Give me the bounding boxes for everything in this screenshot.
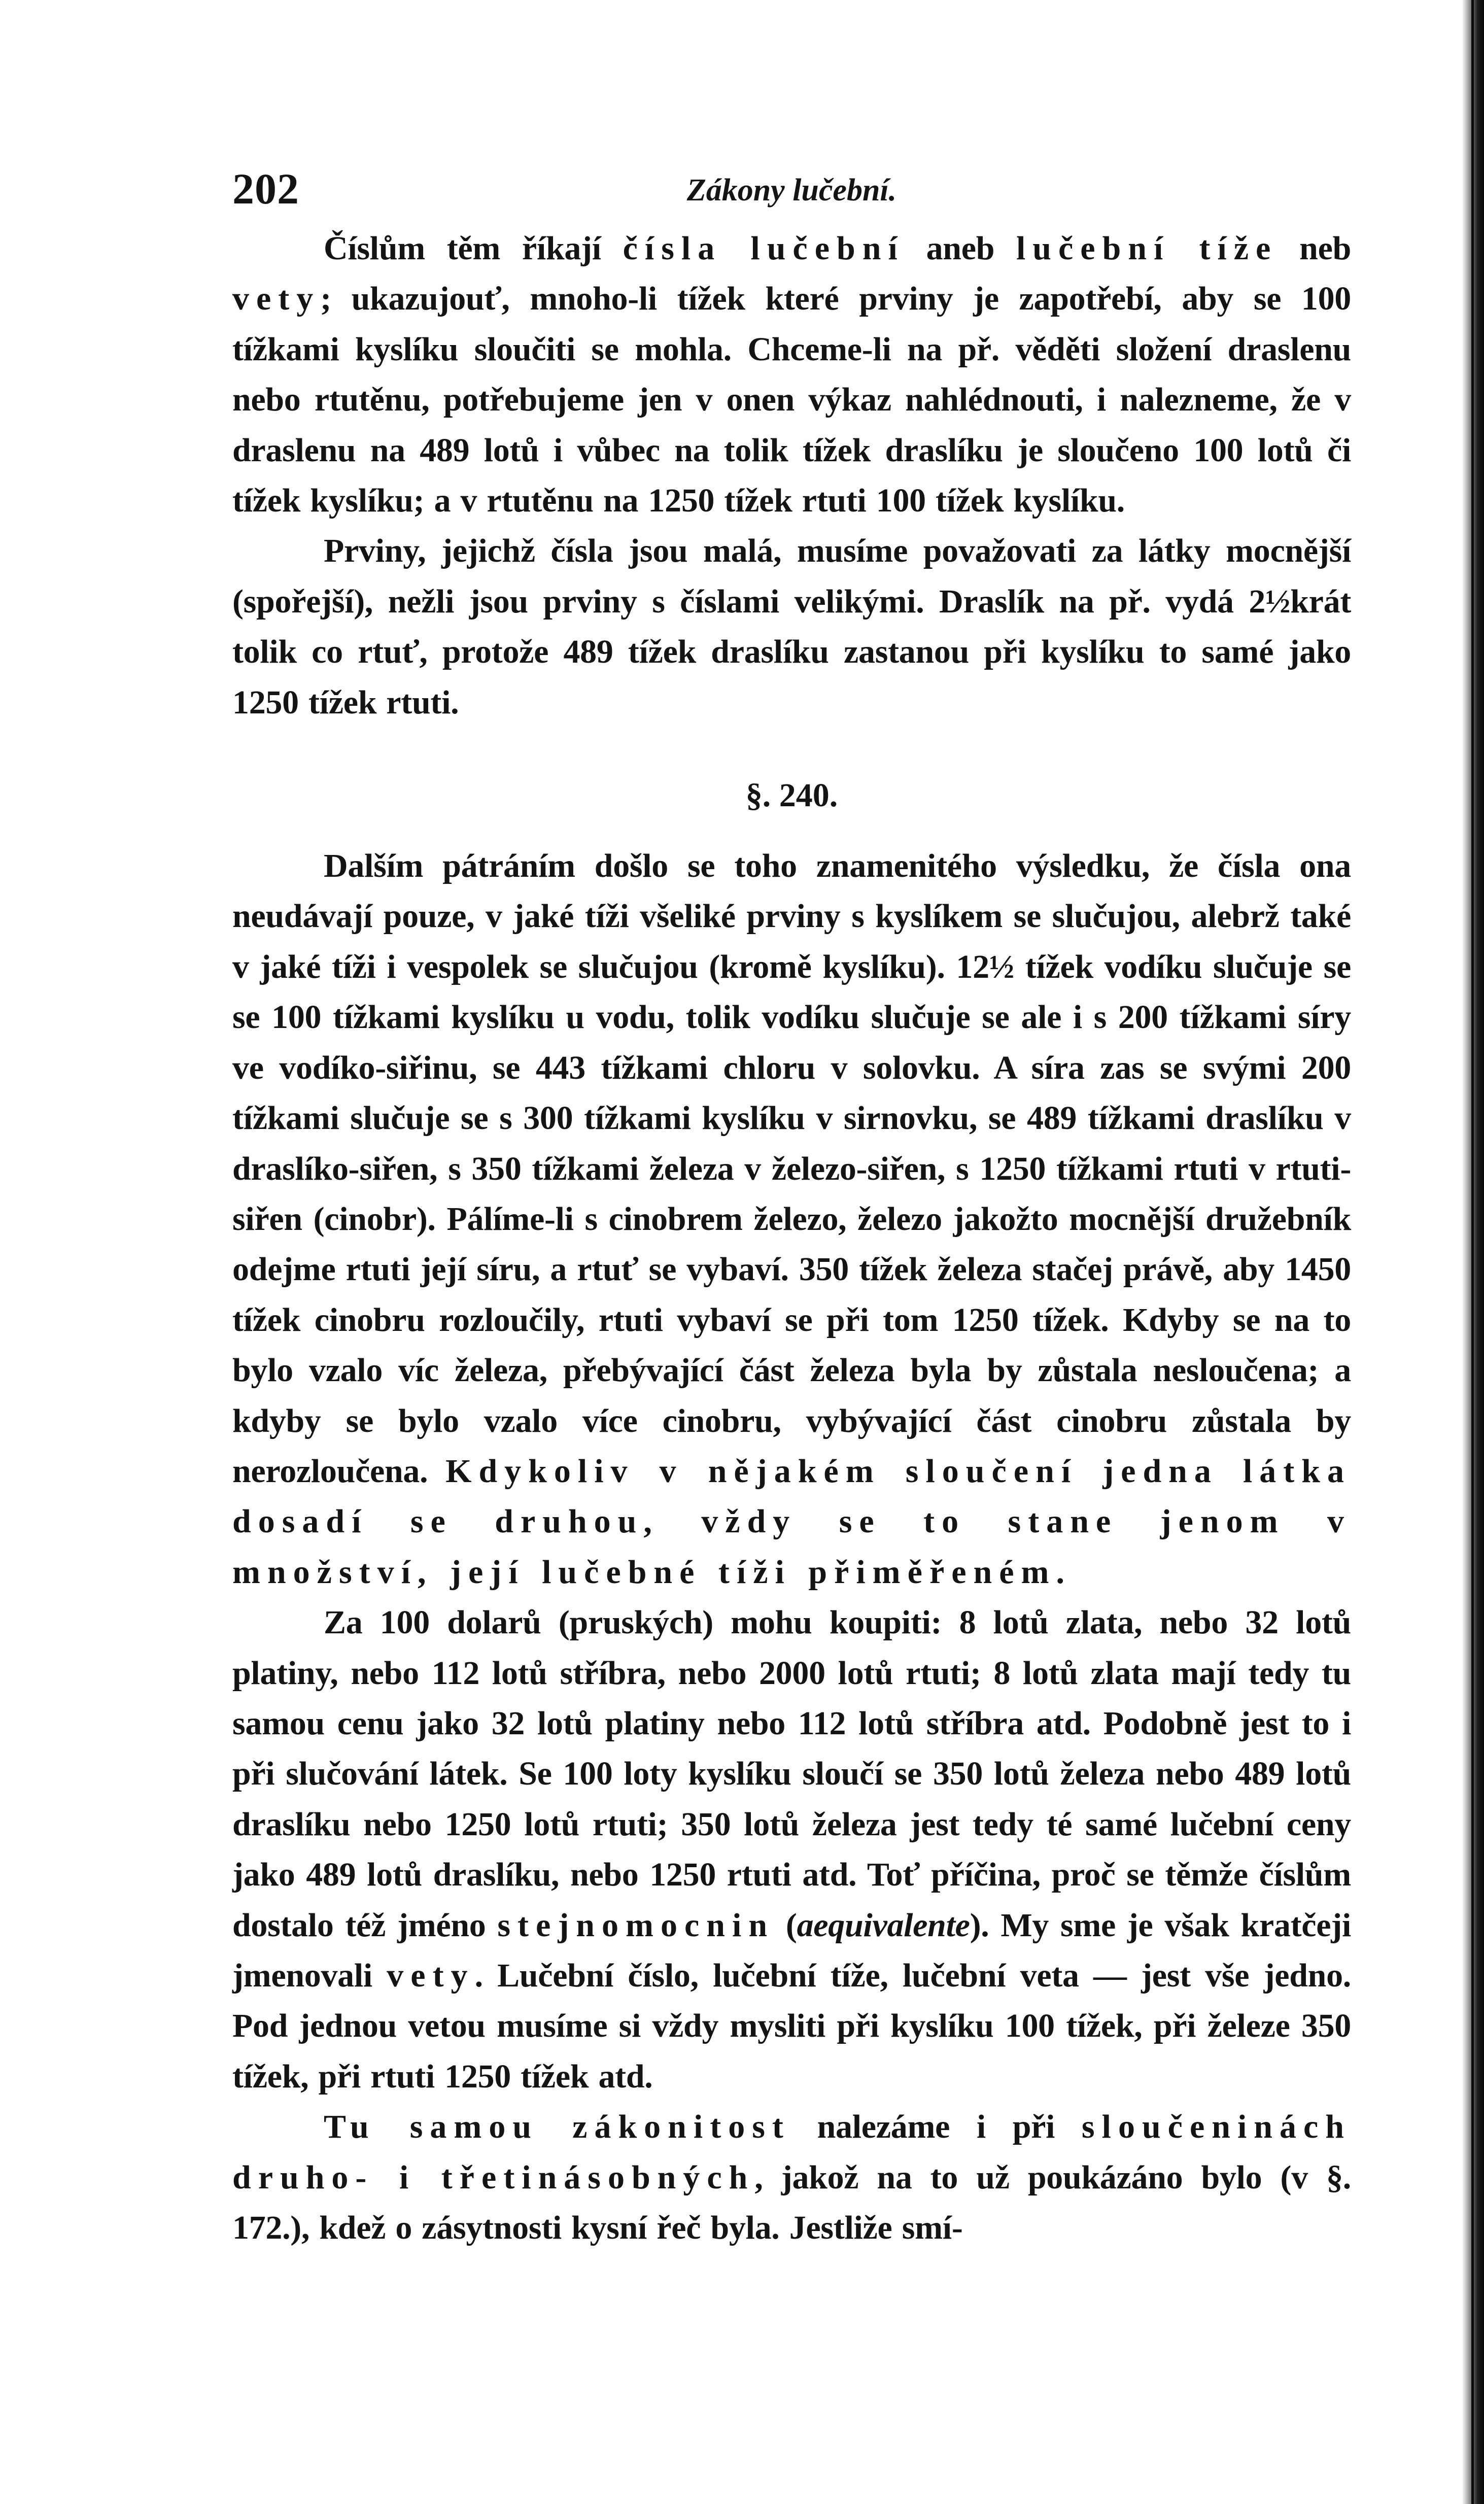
term-aequivalente: aequivalente	[797, 1906, 970, 1944]
term-lucebni-tize: lučební tíže	[1016, 230, 1278, 267]
p1-text-a: Číslům těm říkají	[324, 230, 623, 267]
p4-text-a: Za 100 dolarů (pruských) mohu koupiti: 8 lotů zlata, nebo 32 lotů platiny, nebo 112 lotů stříbra, nebo 2000 lotů rtuti; 8 lotů zlata mají tedy tu samou cenu jako 32 lotů platiny nebo 112 lotů stříbra atd. Podobně jest to i při slučování látek. Se 100 loty kyslíku sloučí se 350 lotů železa nebo 489 lotů draslíku nebo 1250 lotů rtuti; 350 lotů železa jest tedy té samé lučební ceny jako 489 lotů draslíku, nebo 1250 rtuti atd. Toť příčina, proč se těmže číslům dostalo též jméno	[232, 1604, 1351, 1944]
p4-text-d: . Lučební číslo, lučební tíže, lučební veta — jest vše jedno. Pod jednou vetou musíme si vždy mysliti při kyslíku 100 tížek, při železe 350 tížek, při rtuti 1250 tížek atd.	[232, 1957, 1351, 2095]
term-stejnomocnin: stejnomocnin	[497, 1906, 775, 1944]
p5-text-a: nalezáme i při	[790, 2108, 1082, 2146]
book-page	[232, 152, 1351, 2253]
p3-emphasis-law: Kdykoliv v nějakém sloučení jedna látka dosadí se druhou, vždy se to stane jenom v množství, její lučebné tíži přiměřeném.	[232, 1452, 1351, 1591]
paragraph-2: Prviny, jejichž čísla jsou malá, musíme považovati za látky mocnější (spořejší), nežli jsou prviny s číslami velikými. Draslík na př. vydá 2½krát tolik co rtuť, protože 489 tížek draslíku zastanou při kyslíku to samé jako 1250 tížek rtuti.	[232, 532, 1351, 721]
paragraph-4	[232, 1597, 1351, 2102]
p1-text-c: neb	[1278, 230, 1351, 267]
paragraph-3	[232, 841, 1351, 1597]
term-slouceninach: sloučeninách	[1081, 2108, 1351, 2146]
p5-text-b: , jakož na to už poukázáno bylo (v §. 172.), kdež o zásytnosti kysní řeč byla. Jestliže smí-	[232, 2158, 1351, 2247]
term-cisla-lucebni: čísla lučební	[623, 230, 905, 267]
running-title: Zákony lučební.	[686, 173, 897, 208]
term-vety: vety	[232, 280, 321, 318]
paragraph-1	[232, 223, 1351, 526]
p1-text-b: aneb	[904, 230, 1016, 267]
section-heading: §. 240.	[745, 777, 838, 814]
paragraph-5	[232, 2102, 1351, 2253]
p3-text-a: Dalším pátráním došlo se toho znamenitého výsledku, že čísla ona neudávají pouze, v jaké tíži všeliké prviny s kyslíkem se slučujou, alebrž také v jaké tíži i vespolek se slučujou (kromě kyslíku). 12½ tížek vodíku slučuje se se 100 tížkami kyslíku u vodu, tolik vodíku slučuje se ale i s 200 tížkami síry ve vodíko-siřinu, se 443 tížkami chloru v solovku. A síra zas se svými 200 tížkami slučuje se s 300 tížkami kyslíku v sirnovku, se 489 tížkami draslíku v draslíko-siřen, s 350 tížkami železa v železo-siřen, s 1250 tížkami rtuti v rtuti-siřen (cinobr). Pálíme-li s cinobrem železo, železo jakožto mocnější družebník odejme rtuti její síru, a rtuť se vybaví. 350 tížek železa stačej právě, aby 1450 tížek cinobru rozloučily, rtuti vybaví se při tom 1250 tížek. Kdyby se na to bylo vzalo víc železa, přebývající část železa byla by zůstala nesloučena; a kdyby se bylo vzalo více cinobru, vybývající část cinobru zůstala by nerozloučena.	[232, 847, 1351, 1490]
term-vety-2: vety	[387, 1957, 475, 1994]
p4-text-b: (	[774, 1906, 797, 1944]
body-text	[232, 223, 1351, 2253]
page-number: 202	[232, 164, 299, 213]
running-head	[232, 152, 1351, 223]
term-zakonitost: Tu samou zákonitost	[324, 2108, 790, 2146]
book-spine-edge	[1471, 0, 1474, 2504]
term-druho-tretinasobnych: druho- i třetinásobných	[232, 2158, 755, 2196]
p1-text-d: ; ukazujouť, mnoho-li tížek které prviny je zapotřebí, aby se 100 tížkami kyslíku sloučiti se mohla. Chceme-li na př. věděti složení draslenu nebo rtutěnu, potřebujeme jen v onen výkaz nahlédnouti, i nalezneme, že v draslenu na 489 lotů i vůbec na tolik tížek draslíku je sloučeno 100 lotů či tížek kyslíku; a v rtutěnu na 1250 tížek rtuti 100 tížek kyslíku.	[232, 280, 1351, 520]
p4-text-c: ). My sme je však kratčeji jmenovali	[232, 1906, 1351, 1994]
